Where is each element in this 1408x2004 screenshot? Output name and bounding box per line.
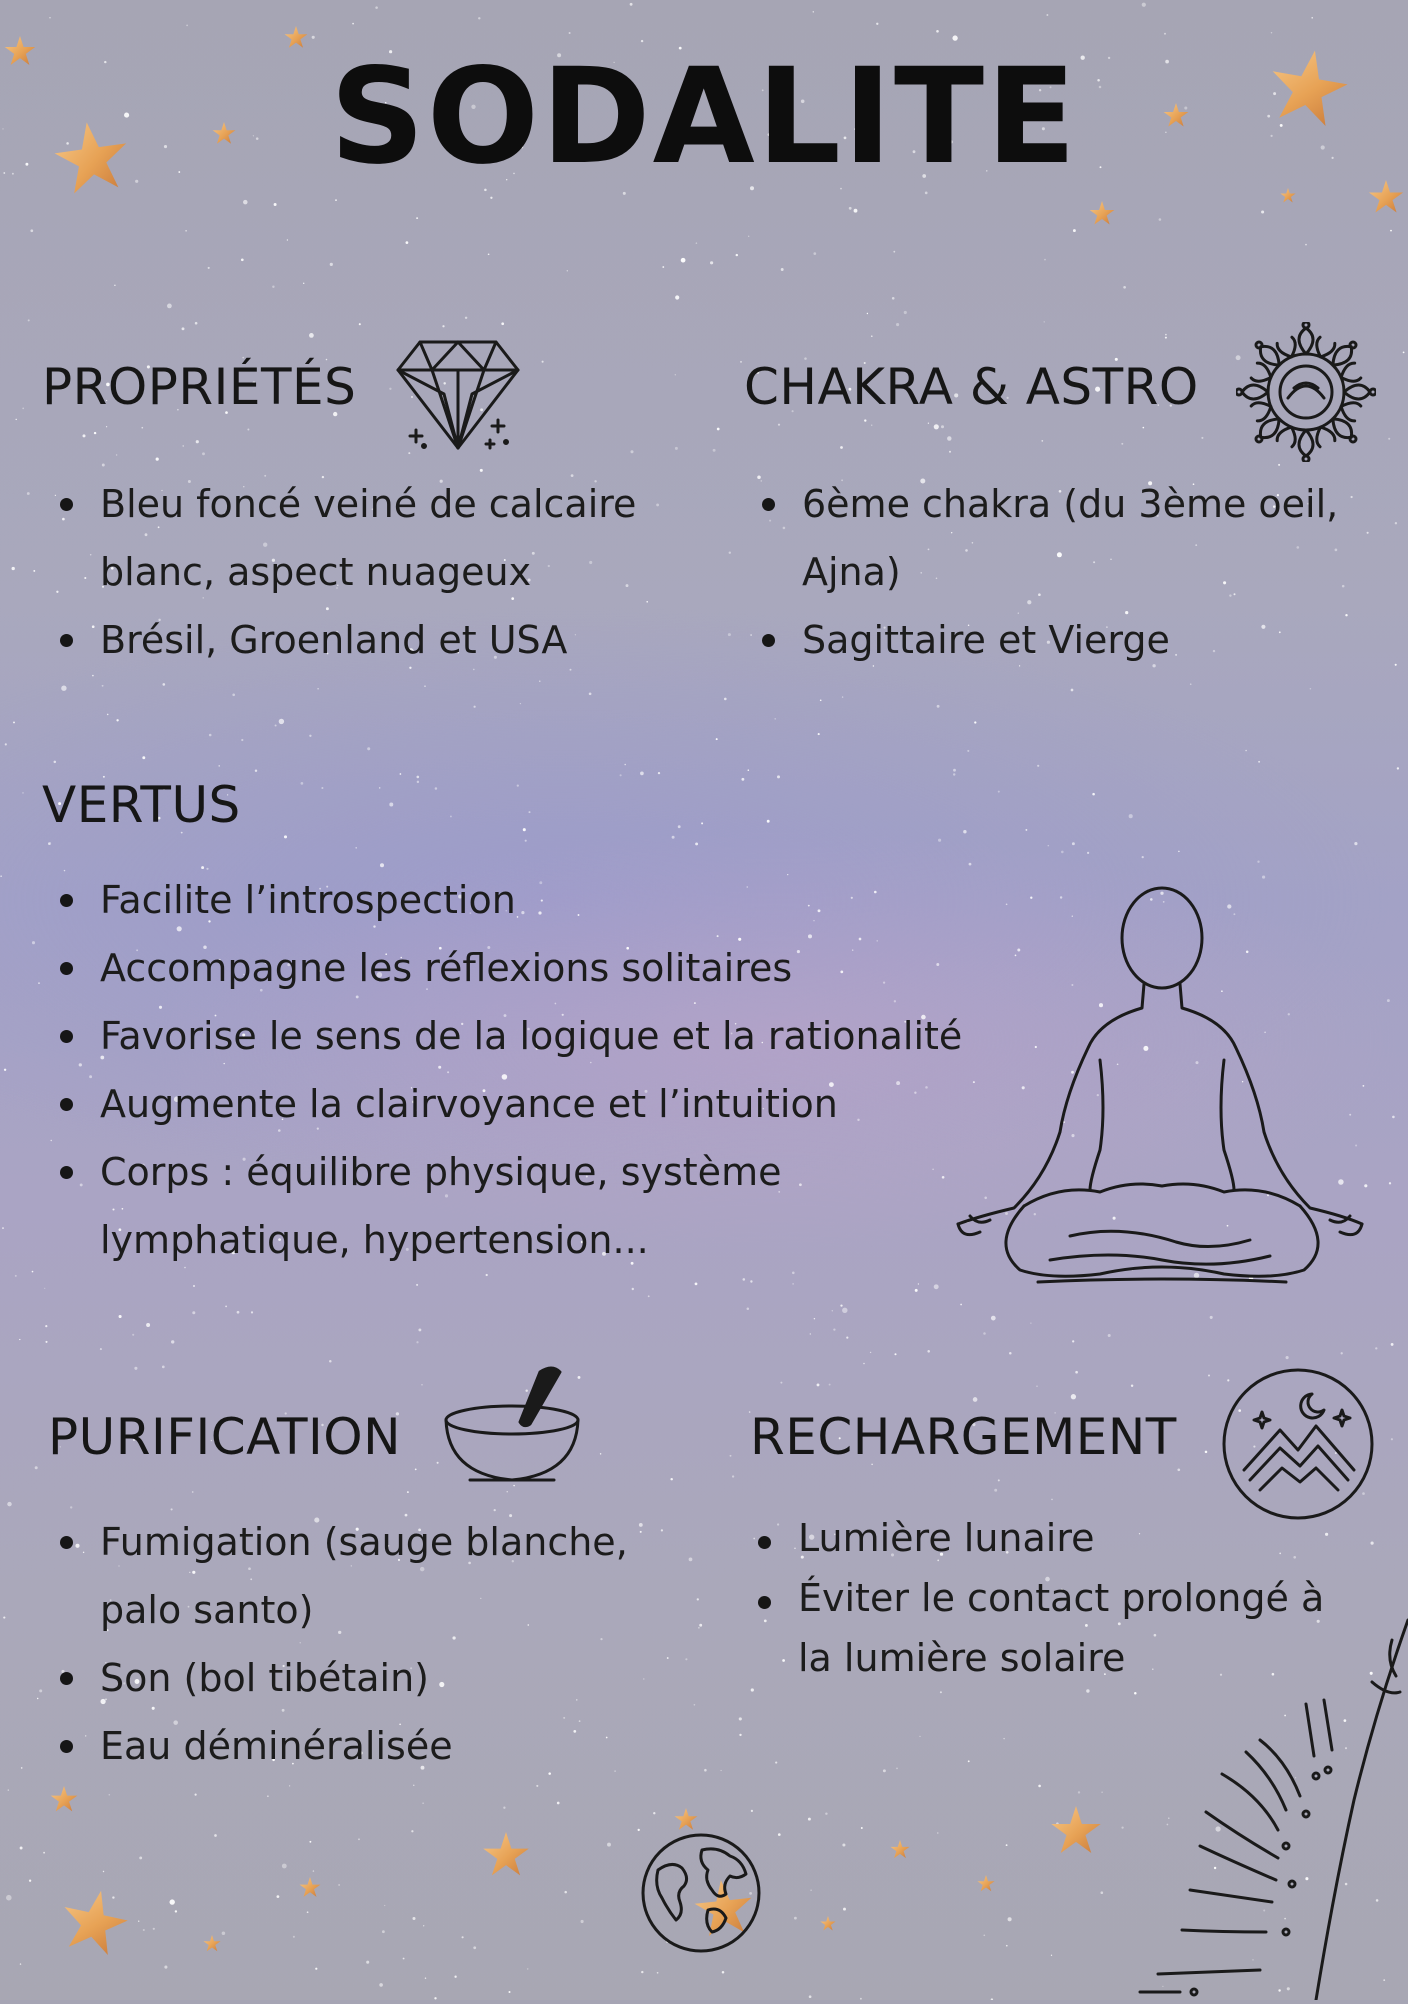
meditation-figure-icon — [950, 880, 1370, 1290]
globe-icon — [638, 1830, 764, 1956]
list-item: Augmente la clairvoyance et l’intuition — [42, 1070, 1002, 1138]
heading-proprietes: PROPRIÉTÉS — [42, 358, 357, 416]
page-title: SODALITE — [329, 40, 1079, 194]
diamond-icon — [394, 334, 522, 454]
list-purification — [42, 1508, 662, 1780]
sun-rays-icon — [1110, 1600, 1408, 2000]
singing-bowl-icon — [440, 1362, 592, 1490]
list-item: Bleu foncé veiné de calcaire blanc, aspect nuageux — [42, 470, 662, 606]
list-item: Eau déminéralisée — [42, 1712, 662, 1780]
list-item: Sagittaire et Vierge — [744, 606, 1364, 674]
heading-vertus: VERTUS — [42, 776, 241, 834]
moon-mountain-icon — [1220, 1366, 1376, 1522]
list-item: Accompagne les réflexions solitaires — [42, 934, 1002, 1002]
list-chakra-astro — [744, 470, 1364, 674]
list-proprietes — [42, 470, 662, 674]
list-item: Facilite l’introspection — [42, 866, 1002, 934]
list-item: 6ème chakra (du 3ème oeil, Ajna) — [744, 470, 1364, 606]
list-item: Lumière lunaire — [740, 1508, 1360, 1568]
list-vertus — [42, 866, 1002, 1274]
list-item: Corps : équilibre physique, système lymphatique, hypertension... — [42, 1138, 820, 1274]
list-item: Son (bol tibétain) — [42, 1644, 662, 1712]
lotus-mandala-icon — [1236, 322, 1376, 462]
list-item: Brésil, Groenland et USA — [42, 606, 662, 674]
list-item: Fumigation (sauge blanche, palo santo) — [42, 1508, 662, 1644]
heading-purification: PURIFICATION — [48, 1408, 402, 1466]
heading-chakra-astro: CHAKRA & ASTRO — [744, 358, 1199, 416]
list-item: Éviter le contact prolongé à la lumière solaire — [740, 1568, 1360, 1688]
list-item: Favorise le sens de la logique et la rationalité — [42, 1002, 1002, 1070]
heading-rechargement: RECHARGEMENT — [750, 1408, 1177, 1466]
